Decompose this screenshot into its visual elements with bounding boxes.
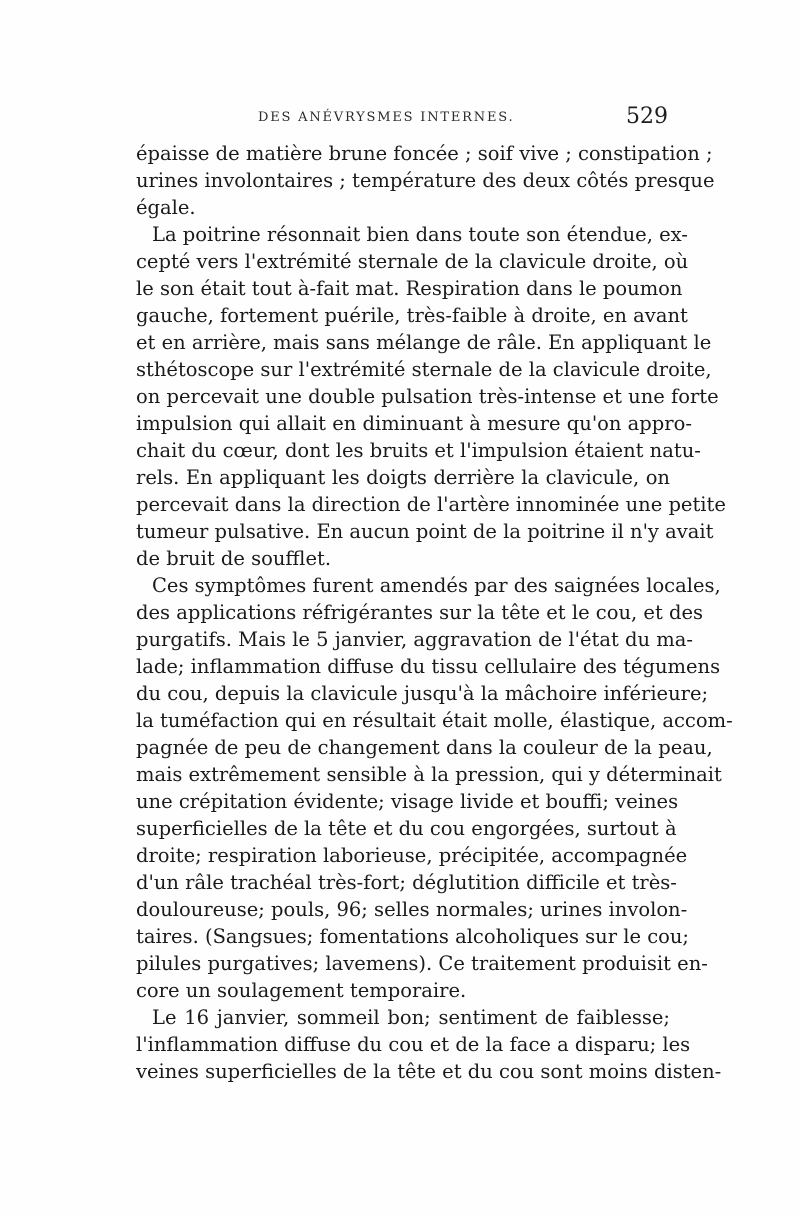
text-line: du cou, depuis la clavicule jusqu'à la mâchoire inférieure; — [136, 682, 709, 705]
text-line: la tuméfaction qui en résultait était molle, élastique, accom- — [136, 709, 733, 732]
text-line: l'inflammation diffuse du cou et de la face a disparu; les — [136, 1033, 691, 1056]
text-line: percevait dans la direction de l'artère innominée une petite — [136, 493, 726, 516]
text-line: core un soulagement temporaire. — [136, 979, 467, 1002]
text-line: on percevait une double pulsation très-intense et une forte — [136, 385, 719, 408]
text-line: tumeur pulsative. En aucun point de la poitrine il n'y avait — [136, 520, 714, 543]
text-line: épaisse de matière brune foncée ; soif vive ; constipation ; — [136, 142, 713, 165]
text-line: pilules purgatives; lavemens). Ce traitement produisit en- — [136, 952, 708, 975]
text-line: douloureuse; pouls, 96; selles normales; urines involon- — [136, 898, 688, 921]
text-line: lade; inflammation diffuse du tissu cellulaire des tégumens — [136, 655, 721, 678]
text-line: égale. — [136, 196, 196, 219]
text-line: une crépitation évidente; visage livide et bouffi; veines — [136, 790, 679, 813]
running-head — [136, 104, 670, 132]
text-line: cepté vers l'extrémité sternale de la clavicule droite, où — [136, 250, 689, 273]
text-line: superficielles de la tête et du cou engorgées, surtout à — [136, 817, 677, 840]
text-line: purgatifs. Mais le 5 janvier, aggravation de l'état du ma- — [136, 628, 693, 651]
text-line: d'un râle trachéal très-fort; déglutition difficile et très- — [136, 871, 677, 894]
text-line: gauche, fortement puérile, très-faible à droite, en avant — [136, 304, 688, 327]
text-line: droite; respiration laborieuse, précipitée, accompagnée — [136, 844, 688, 867]
text-line: chait du cœur, dont les bruits et l'impulsion étaient natu- — [136, 439, 701, 462]
text-line: Ces symptômes furent amendés par des saignées locales, — [152, 574, 721, 597]
running-title: DES ANÉVRYSMES INTERNES. — [258, 110, 515, 125]
body-text — [136, 140, 733, 1085]
text-line: de bruit de soufflet. — [136, 547, 332, 570]
text-line: Le 16 janvier, sommeil bon; sentiment de faiblesse; — [152, 1006, 670, 1029]
text-line: taires. (Sangsues; fomentations alcoholiques sur le cou; — [136, 925, 689, 948]
text-line: veines superficielles de la tête et du cou sont moins disten- — [136, 1060, 722, 1083]
page-number: 529 — [626, 104, 668, 129]
text-line: des applications réfrigérantes sur la tête et le cou, et des — [136, 601, 704, 624]
text-line: urines involontaires ; température des deux côtés presque — [136, 169, 715, 192]
text-line: sthétoscope sur l'extrémité sternale de la clavicule droite, — [136, 358, 712, 381]
text-line: et en arrière, mais sans mélange de râle. En appliquant le — [136, 331, 712, 354]
text-line: le son était tout à-fait mat. Respiration dans le poumon — [136, 277, 683, 300]
text-line: La poitrine résonnait bien dans toute son étendue, ex- — [152, 223, 688, 246]
text-line: rels. En appliquant les doigts derrière la clavicule, on — [136, 466, 670, 489]
text-line: impulsion qui allait en diminuant à mesure qu'on appro- — [136, 412, 692, 435]
text-line: pagnée de peu de changement dans la couleur de la peau, — [136, 736, 713, 759]
text-line: mais extrêmement sensible à la pression, qui y déterminait — [136, 763, 722, 786]
